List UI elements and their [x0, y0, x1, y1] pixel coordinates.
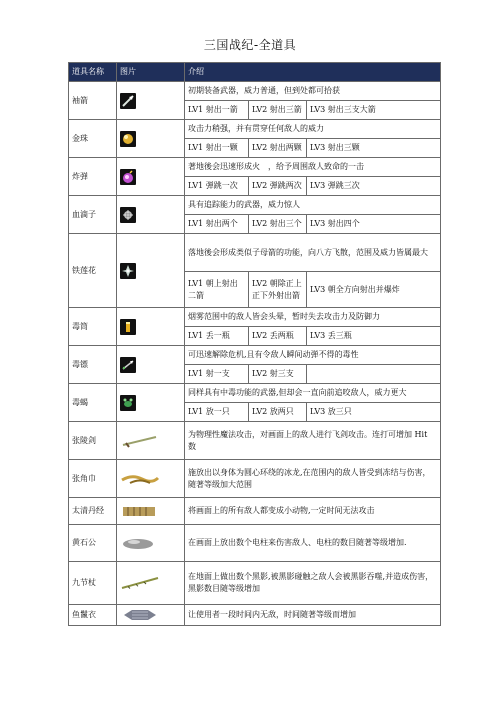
item-desc: 可迅速解除危机,且有令敌人瞬间动弹不得的毒性 — [185, 346, 441, 365]
item-desc: 施放出以身体为圆心环绕的冰龙,在范围内的敌人皆受到冻结与伤害，随著等级加大范围 — [185, 460, 441, 498]
item-desc: 烟雾范围中的敌人皆会头晕，暂时失去攻击力及防御力 — [185, 308, 441, 327]
item-picture — [117, 384, 185, 422]
item-level: LV3 弹跳三次 — [307, 177, 441, 196]
item-name: 袖箭 — [69, 82, 117, 120]
item-picture — [117, 422, 185, 460]
item-picture — [117, 234, 185, 308]
item-name: 鱼鬣衣 — [69, 605, 117, 626]
staff-icon — [120, 576, 160, 590]
table-row — [69, 498, 441, 525]
header-picture: 图片 — [117, 63, 185, 82]
sword-icon — [120, 434, 160, 448]
poison-dart-icon — [120, 357, 136, 373]
item-name: 血滴子 — [69, 196, 117, 234]
item-name: 毒镖 — [69, 346, 117, 384]
item-desc: 落地後会形成类似子母箭的功能，向八方飞散，范围及威力皆属最大 — [185, 234, 441, 272]
item-level: LV3 丢三瓶 — [307, 327, 441, 346]
item-desc: 在画面上放出数个电柱来伤害敌人、电柱的数目随著等级增加. — [185, 525, 441, 562]
item-level: LV1 弹跳一次 — [185, 177, 249, 196]
items-table — [68, 62, 441, 626]
arrow-icon — [120, 93, 136, 109]
item-picture — [117, 308, 185, 346]
table-row — [69, 605, 441, 626]
table-header-row — [69, 63, 441, 82]
poison-tube-icon — [120, 319, 136, 335]
item-name: 张陵剑 — [69, 422, 117, 460]
item-level: LV1 射一支 — [185, 365, 249, 384]
item-level: LV2 射三支 — [249, 365, 307, 384]
item-picture — [117, 158, 185, 196]
blood-drop-icon — [120, 207, 136, 223]
header-name: 道具名称 — [69, 63, 117, 82]
iron-lotus-icon — [120, 263, 136, 279]
table-row — [69, 308, 441, 327]
item-level: LV2 放两只 — [249, 403, 307, 422]
table-row — [69, 82, 441, 101]
item-picture — [117, 605, 185, 626]
table-row — [69, 525, 441, 562]
item-desc: 同样具有中毒功能的武器,但却会一直向前追咬敌人，威力更大 — [185, 384, 441, 403]
item-name: 张角巾 — [69, 460, 117, 498]
item-level: LV1 丢一瓶 — [185, 327, 249, 346]
item-level: LV2 射出三箭 — [249, 101, 307, 120]
item-desc: 具有追踪能力的武器，威力惊人 — [185, 196, 441, 215]
item-name: 炸弹 — [69, 158, 117, 196]
item-desc: 让使用者一段时间内无敌，时间随著等级而增加 — [185, 605, 441, 626]
item-level: LV3 射出四个 — [307, 215, 441, 234]
item-picture — [117, 498, 185, 525]
item-desc: 将画面上的所有敌人都变成小动物,一定时间无法攻击 — [185, 498, 441, 525]
item-desc: 著地後会迅速形成火 ，给予周围敌人致命的一击 — [185, 158, 441, 177]
turban-icon — [120, 472, 160, 486]
table-row — [69, 460, 441, 498]
item-level: LV3 射出三支大箭 — [307, 101, 441, 120]
item-level: LV2 朝除正上正下外射出箭 — [249, 272, 307, 308]
item-level: LV1 放一只 — [185, 403, 249, 422]
item-name: 黄石公 — [69, 525, 117, 562]
table-row — [69, 234, 441, 272]
stone-icon — [120, 536, 160, 550]
item-picture — [117, 82, 185, 120]
item-level: LV2 射出三个 — [249, 215, 307, 234]
item-level: LV1 射出两个 — [185, 215, 249, 234]
table-row — [69, 120, 441, 139]
item-level: LV2 弹跳两次 — [249, 177, 307, 196]
item-desc: 初期装备武器，威力普通，但到处都可拾获 — [185, 82, 441, 101]
item-picture — [117, 525, 185, 562]
item-name: 太清丹经 — [69, 498, 117, 525]
item-name: 毒筒 — [69, 308, 117, 346]
bomb-icon — [120, 169, 136, 185]
item-desc: 为物理性魔法攻击，对画面上的敌人进行飞剑攻击。连打可增加 Hit 数 — [185, 422, 441, 460]
item-level: LV3 射出三颗 — [307, 139, 441, 158]
item-name: 铁莲花 — [69, 234, 117, 308]
armor-icon — [120, 608, 160, 622]
item-picture — [117, 120, 185, 158]
item-picture — [117, 346, 185, 384]
item-picture — [117, 196, 185, 234]
item-level: LV1 射出一箭 — [185, 101, 249, 120]
item-level: LV2 丢两瓶 — [249, 327, 307, 346]
table-row — [69, 562, 441, 605]
item-level: LV1 射出一颗 — [185, 139, 249, 158]
table-row — [69, 422, 441, 460]
item-desc: 在地面上做出数个黑影,被黑影碰触之敌人会被黑影吞噬,并造成伤害，黑影数目随等级增加 — [185, 562, 441, 605]
item-level — [307, 365, 441, 384]
scorpion-icon — [120, 395, 136, 411]
page-title: 三国战纪-全道具 — [203, 38, 297, 52]
item-picture — [117, 562, 185, 605]
table-row — [69, 196, 441, 215]
item-level: LV1 朝上射出二箭 — [185, 272, 249, 308]
item-level: LV3 放三只 — [307, 403, 441, 422]
table-row — [69, 346, 441, 365]
table-row — [69, 384, 441, 403]
item-name: 毒蝎 — [69, 384, 117, 422]
scroll-icon — [120, 504, 160, 518]
item-level: LV3 朝全方向射出并爆炸 — [307, 272, 441, 308]
header-intro: 介绍 — [185, 63, 441, 82]
item-level: LV2 射出两颗 — [249, 139, 307, 158]
item-picture — [117, 460, 185, 498]
item-name: 金珠 — [69, 120, 117, 158]
item-desc: 攻击力稍强，并有贯穿任何敌人的威力 — [185, 120, 441, 139]
gold-orb-icon — [120, 131, 136, 147]
item-name: 九节杖 — [69, 562, 117, 605]
table-row — [69, 158, 441, 177]
